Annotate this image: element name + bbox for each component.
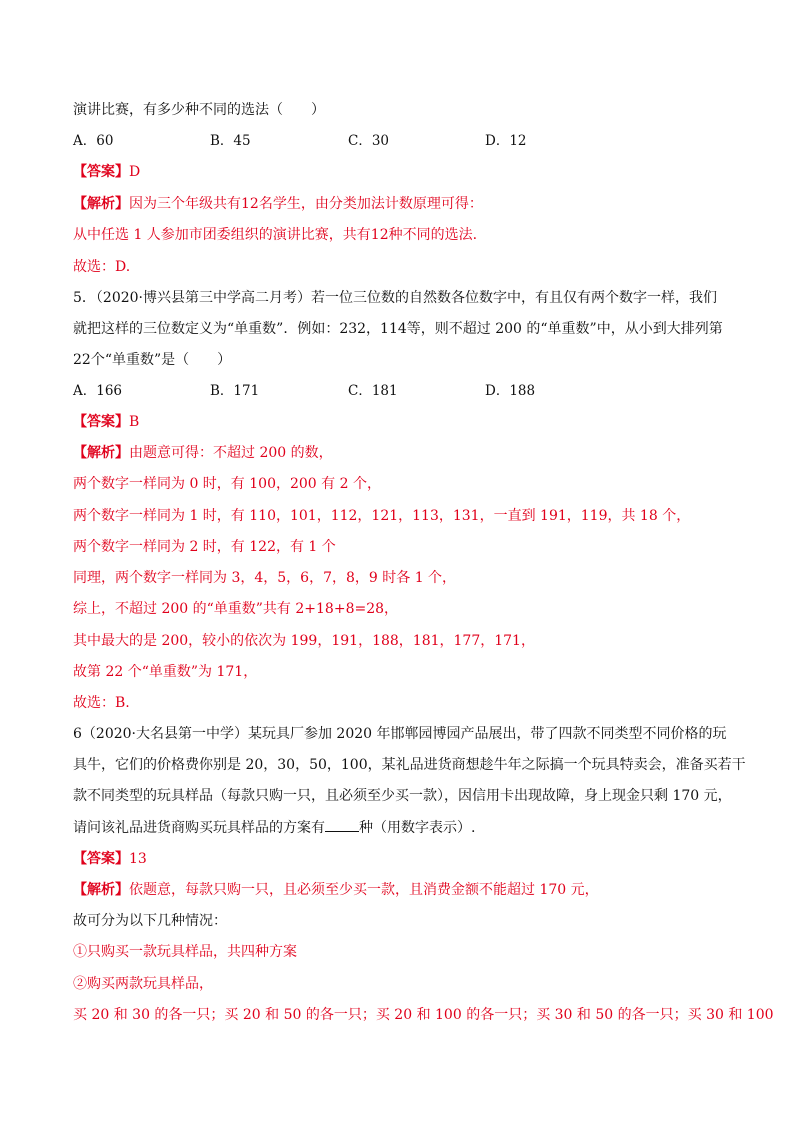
q5-stem-2: 就把这样的三位数定义为“单重数”．例如：232，114等，则不超过 200 的“单重数”中，从小到大排列第	[73, 321, 723, 337]
q5-analysis-8: 故第 22 个“单重数”为 171，	[73, 664, 258, 680]
q5-option-c: C．181	[348, 383, 398, 399]
q6-analysis-1	[73, 880, 723, 900]
q5-analysis-3: 两个数字一样同为 1 时，有 110，101，112，121，113，131，一直到 191，119，共 18 个，	[73, 508, 691, 524]
q5-analysis-4: 两个数字一样同为 2 时，有 122，有 1 个	[73, 539, 336, 555]
analysis-text: 依题意，每款只购一只，且必须至少买一款，且消费金额不能超过 170 元，	[129, 882, 599, 898]
answer-tag: 【答案】	[73, 164, 129, 180]
analysis-text: 因为三个年级共有12名学生，由分类加法计数原理可得：	[129, 196, 483, 212]
answer-value: 13	[129, 851, 147, 867]
q5-options	[73, 381, 723, 401]
q6-analysis-3: ①只购买一款玩具样品，共四种方案	[73, 944, 297, 960]
q6-stem-4-after-blank: 种（用数字表示）.	[359, 820, 476, 836]
q5-analysis-1	[73, 443, 723, 463]
answer-tag: 【答案】	[73, 851, 129, 867]
analysis-tag: 【解析】	[73, 196, 129, 212]
q6-analysis-2: 故可分为以下几种情况：	[73, 913, 227, 929]
answer-tag: 【答案】	[73, 414, 129, 430]
q5-analysis-9: 故选：B.	[73, 695, 130, 711]
q5-stem-1: 5．（2020·博兴县第三中学高二月考）若一位三位数的自然数各位数字中，有且仅有两个数字一样，我们	[73, 290, 717, 306]
q4-stem-tail: 演讲比赛，有多少种不同的选法（ ）	[73, 102, 325, 118]
q5-analysis-5: 同理，两个数字一样同为 3，4，5，6，7，8，9 时各 1 个，	[73, 570, 457, 586]
q4-option-a: A．60	[73, 133, 114, 149]
analysis-tag: 【解析】	[73, 445, 129, 461]
answer-value: D	[129, 164, 141, 180]
q5-analysis-6: 综上，不超过 200 的“单重数”共有 2+18+8=28，	[73, 601, 399, 617]
q4-option-b: B．45	[210, 133, 251, 149]
q5-stem-3: 22个“单重数”是（ ）	[73, 352, 232, 368]
q4-options	[73, 131, 723, 151]
q5-answer	[73, 412, 723, 432]
q5-option-b: B．171	[210, 383, 260, 399]
q6-stem-4-before-blank: 请问该礼品进货商购买玩具样品的方案有	[73, 820, 325, 836]
q4-analysis-3: 故选：D.	[73, 259, 131, 275]
q4-option-d: D．12	[485, 133, 527, 149]
q5-analysis-7: 其中最大的是 200，较小的依次为 199，191，188，181，177，171，	[73, 633, 535, 649]
q4-answer	[73, 162, 723, 182]
q6-answer	[73, 849, 723, 869]
q6-stem-3: 款不同类型的玩具样品（每款只购一只，且必须至少买一款），因信用卡出现故障，身上现金只剩 170 元，	[73, 788, 732, 804]
analysis-text: 由题意可得：不超过 200 的数，	[129, 445, 333, 461]
q4-option-c: C．30	[348, 133, 390, 149]
q6-stem-4	[73, 817, 723, 838]
q4-analysis-2: 从中任选 1 人参加市团委组织的演讲比赛，共有12种不同的选法.	[73, 227, 478, 243]
answer-blank	[325, 817, 359, 832]
q6-stem-2: 具牛，它们的价格费你别是 20，30，50，100，某礼品进货商想趁牛年之际搞一个玩具特卖会，准备买若干	[73, 757, 746, 773]
q6-stem-1: 6（2020·大名县第一中学）某玩具厂参加 2020 年邯郸园博园产品展出，带了四款不同类型不同价格的玩	[73, 726, 727, 742]
analysis-tag: 【解析】	[73, 882, 129, 898]
q5-option-a: A．166	[73, 383, 123, 399]
q5-option-d: D．188	[485, 383, 536, 399]
q4-analysis-1	[73, 194, 723, 214]
answer-value: B	[129, 414, 140, 430]
q6-analysis-5: 买 20 和 30 的各一只；买 20 和 50 的各一只；买 20 和 100 的各一只；买 30 和 50 的各一只；买 30 和 100	[73, 1007, 774, 1023]
q6-analysis-4: ②购买两款玩具样品，	[73, 976, 213, 992]
q5-analysis-2: 两个数字一样同为 0 时，有 100，200 有 2 个，	[73, 476, 381, 492]
